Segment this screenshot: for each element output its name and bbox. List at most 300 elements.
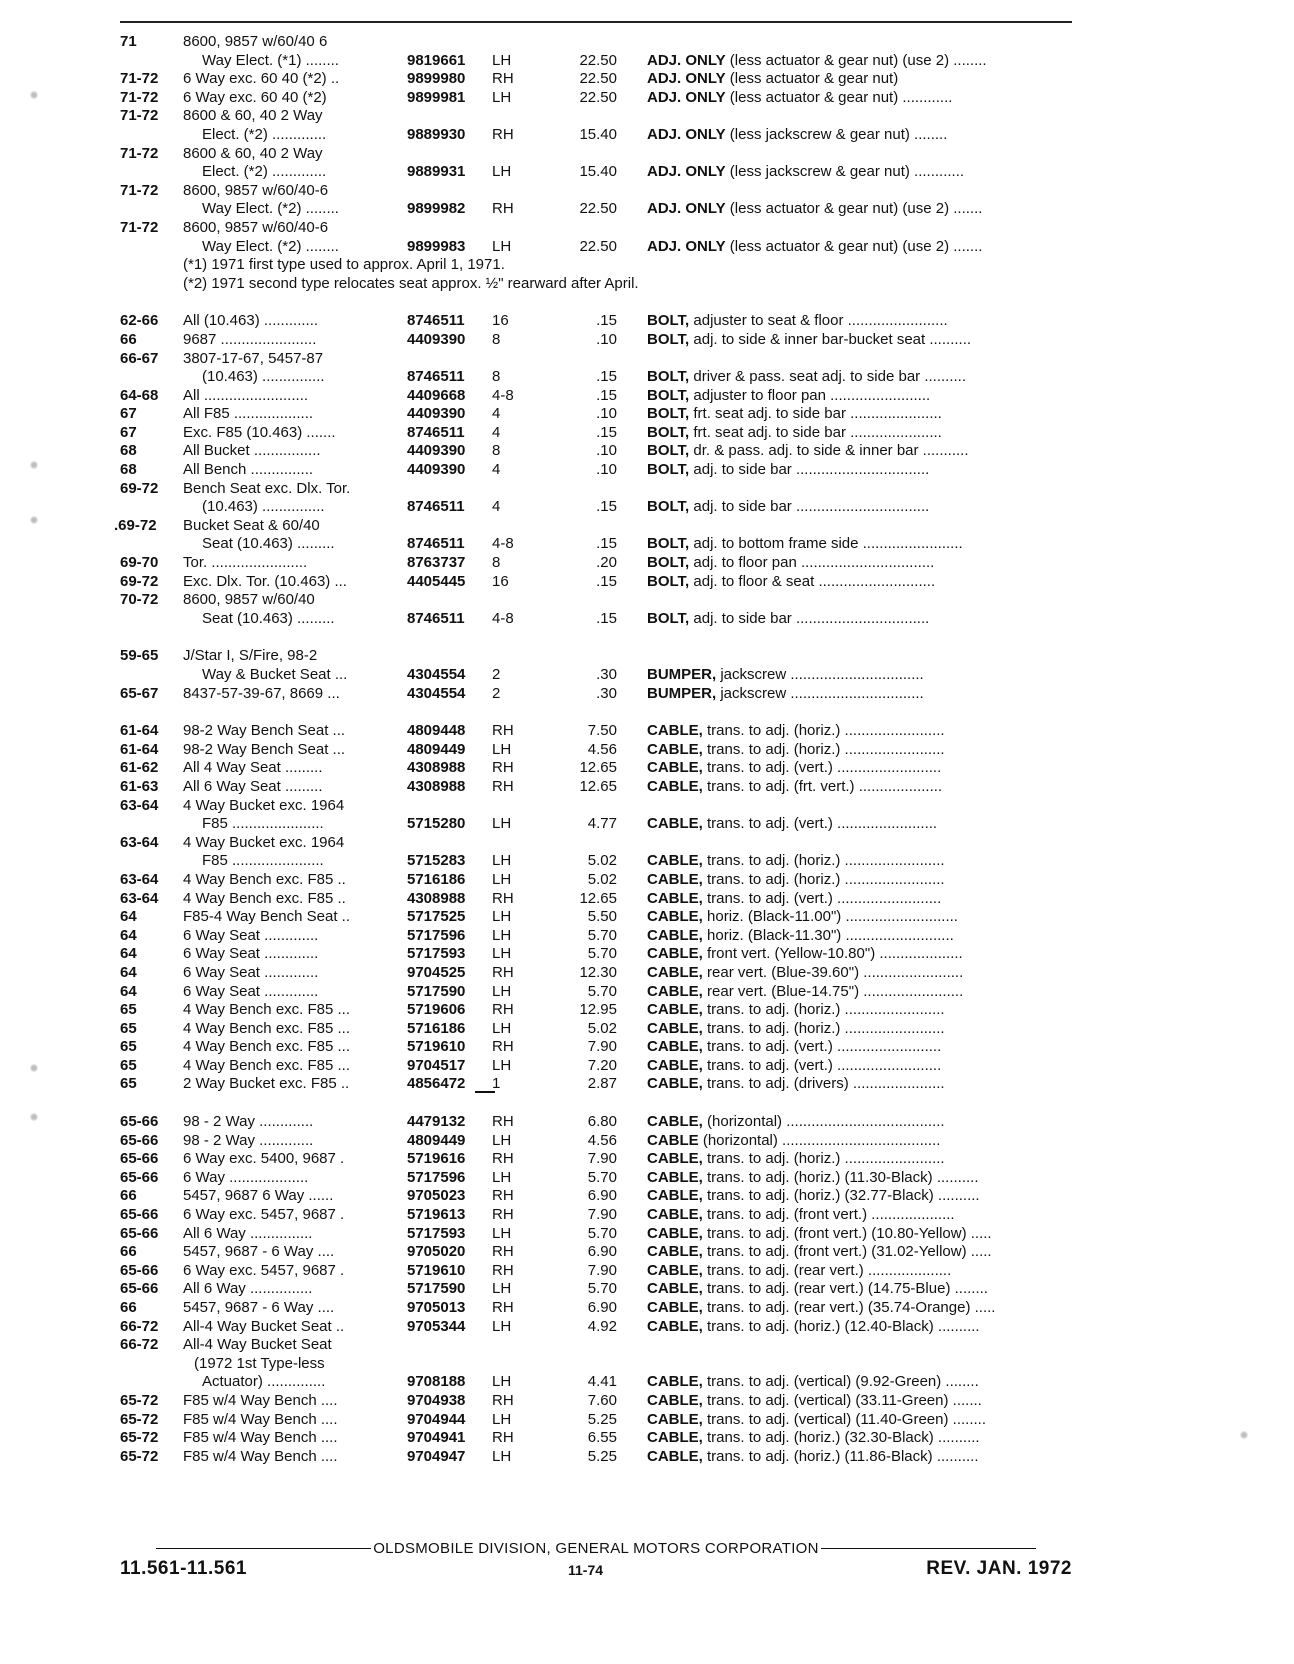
part-name (647, 312, 1072, 331)
part-name-keyword: CABLE, (647, 759, 703, 777)
part-name-keyword: CABLE, (647, 1224, 703, 1242)
quantity: LH (492, 945, 512, 963)
price: 5.70 (587, 926, 617, 944)
price: 6.55 (587, 1429, 617, 1447)
part-number: 9889930 (407, 125, 466, 143)
part-name-detail: (less actuator & gear nut) (725, 70, 899, 88)
part-number: 4479132 (407, 1113, 466, 1131)
table-row (120, 1280, 1072, 1299)
part-number: 4809448 (407, 722, 466, 740)
part-name (647, 666, 1072, 685)
part-name-detail: (less actuator & gear nut) (use 2) ....... (725, 237, 983, 255)
part-number: 9704947 (407, 1447, 466, 1465)
part-name-keyword: ADJ. ONLY (647, 163, 726, 181)
quantity: 16 (492, 312, 509, 330)
table-row (120, 591, 1072, 610)
model-description: 4 Way Bench exc. F85 .. (183, 889, 346, 907)
part-name-detail: front vert. (Yellow-10.80") .................... (702, 945, 963, 963)
part-name (647, 331, 1072, 350)
part-name-keyword: CABLE (647, 1131, 699, 1149)
part-name-keyword: CABLE, (647, 1168, 703, 1186)
part-name (647, 685, 1072, 704)
part-name (647, 1113, 1072, 1132)
part-name (647, 1057, 1072, 1076)
model-year: 68 (120, 442, 137, 460)
part-name-detail: trans. to adj. (horiz.) (11.86-Black) .......... (702, 1447, 979, 1465)
part-name-keyword: CABLE, (647, 1113, 703, 1131)
part-name-detail: trans. to adj. (vert.) ......................... (702, 889, 942, 907)
table-row (120, 1206, 1072, 1225)
part-name-detail: dr. & pass. adj. to side & inner bar ........... (689, 442, 969, 460)
part-name-keyword: CABLE, (647, 1447, 703, 1465)
part-number: 5719606 (407, 1001, 466, 1019)
model-year: 66 (120, 330, 137, 348)
part-name (647, 722, 1072, 741)
part-number: 5719610 (407, 1038, 466, 1056)
part-name (647, 573, 1072, 592)
parts-catalog-table (114, 33, 1072, 1466)
quantity: 8 (492, 554, 501, 572)
model-year: 61-64 (120, 740, 159, 758)
part-name-detail: (less jackscrew & gear nut) ............ (725, 163, 965, 181)
price: .20 (596, 554, 617, 572)
price: 4.77 (587, 815, 617, 833)
row-gap (120, 703, 1072, 722)
price: 7.90 (587, 1038, 617, 1056)
part-name-detail: adj. to side bar ................................ (689, 609, 930, 627)
part-name-keyword: CABLE, (647, 777, 703, 795)
row-gap (120, 628, 1072, 647)
part-name (647, 70, 1072, 89)
part-number: 9819661 (407, 51, 466, 69)
model-description: 4 Way Bucket exc. 1964 (183, 796, 345, 814)
model-description: Exc. F85 (10.463) ....... (183, 423, 336, 441)
part-number: 4304554 (407, 666, 466, 683)
part-name-keyword: ADJ. ONLY (647, 51, 726, 69)
part-number: 5716186 (407, 870, 466, 888)
price: .15 (596, 572, 617, 590)
part-name-detail: adjuster to seat & floor ........................ (689, 312, 948, 330)
quantity: 16 (492, 572, 509, 590)
model-year: 69-72 (120, 479, 159, 497)
part-number: 5717525 (407, 908, 466, 926)
quantity: LH (492, 852, 512, 870)
model-description: 98 - 2 Way ............. (183, 1131, 314, 1149)
part-number: 5717590 (407, 982, 466, 1000)
part-number: 9704525 (407, 963, 466, 981)
part-number: 4409390 (407, 330, 466, 348)
part-name (647, 126, 1072, 145)
table-row (120, 1318, 1072, 1337)
model-year: .69-72 (114, 516, 157, 534)
model-year: 65-72 (120, 1410, 159, 1428)
model-year: 71-72 (120, 181, 159, 199)
model-year: 65 (120, 1019, 137, 1037)
model-year: 71 (120, 33, 137, 50)
quantity: LH (492, 51, 512, 69)
table-row (120, 852, 1072, 871)
part-name-keyword: CABLE, (647, 1261, 703, 1279)
model-year: 61-63 (120, 777, 159, 795)
part-name (647, 983, 1072, 1002)
model-description: 3807-17-67, 5457-87 (183, 349, 324, 367)
quantity: LH (492, 1168, 512, 1186)
part-name-keyword: CABLE, (647, 1075, 703, 1093)
part-name-keyword: CABLE, (647, 1150, 703, 1168)
table-row (120, 815, 1072, 834)
price: .15 (596, 368, 617, 386)
table-row (120, 554, 1072, 573)
model-year: 65 (120, 1001, 137, 1019)
part-name (647, 554, 1072, 573)
model-description: 6 Way Seat ............. (183, 945, 319, 963)
model-year: 63-64 (120, 870, 159, 888)
part-number: 5717593 (407, 1224, 466, 1242)
footer-rule-right (821, 1548, 1036, 1549)
table-row (120, 219, 1072, 238)
part-name-detail: trans. to adj. (horiz.) ........................ (702, 722, 945, 740)
part-name (647, 535, 1072, 554)
table-row (120, 126, 1072, 145)
quantity: RH (492, 1038, 514, 1056)
model-year: 71-72 (120, 144, 159, 162)
part-name-keyword: BUMPER, (647, 666, 717, 683)
table-row (120, 163, 1072, 182)
part-name-detail: trans. to adj. (vert.) ......................... (702, 1056, 942, 1074)
price: .10 (596, 442, 617, 460)
part-name-keyword: CABLE, (647, 1001, 703, 1019)
model-description: All ......................... (183, 386, 309, 404)
part-name-detail: trans. to adj. (front vert.) .................... (702, 1206, 955, 1224)
part-number: 9899980 (407, 70, 466, 88)
quantity: LH (492, 88, 512, 106)
part-name (647, 1429, 1072, 1448)
quantity: 4 (492, 461, 501, 479)
price: 6.90 (587, 1187, 617, 1205)
model-description: 8600, 9857 w/60/40-6 (183, 218, 329, 236)
quantity: RH (492, 722, 514, 740)
part-name-detail: adj. to side & inner bar-bucket seat .......... (689, 330, 972, 348)
quantity: 2 (492, 666, 501, 683)
model-year: 65-66 (120, 1131, 159, 1149)
model-description: F85 w/4 Way Bench .... (183, 1429, 338, 1447)
part-name-keyword: BOLT, (647, 535, 690, 553)
part-name-keyword: CABLE, (647, 1187, 703, 1205)
part-number: 4409390 (407, 442, 466, 460)
part-name (647, 163, 1072, 182)
quantity: LH (492, 740, 512, 758)
scan-speck (30, 90, 38, 100)
model-description: 6 Way Seat ............. (183, 982, 319, 1000)
part-name (647, 1411, 1072, 1430)
part-name-keyword: CABLE, (647, 1391, 703, 1409)
part-number: 4809449 (407, 1131, 466, 1149)
part-name (647, 1318, 1072, 1337)
model-year: 65-72 (120, 1429, 159, 1447)
table-row (120, 368, 1072, 387)
table-row (120, 685, 1072, 704)
footer-division: OLDSMOBILE DIVISION, GENERAL MOTORS CORPORATION (373, 1539, 819, 1557)
price: 5.25 (587, 1410, 617, 1428)
quantity: RH (492, 777, 514, 795)
part-number: 4409390 (407, 461, 466, 479)
model-description: Elect. (*2) ............. (202, 163, 327, 181)
model-description: Way Elect. (*2) ........ (202, 237, 339, 255)
quantity: RH (492, 1150, 514, 1168)
quantity: RH (492, 1187, 514, 1205)
quantity: LH (492, 1373, 512, 1391)
price: .15 (596, 386, 617, 404)
part-name-keyword: ADJ. ONLY (647, 200, 726, 218)
part-number: 9899981 (407, 88, 466, 106)
part-name (647, 442, 1072, 461)
table-row (120, 945, 1072, 964)
model-year: 65-66 (120, 1150, 159, 1168)
part-name-detail: trans. to adj. (horiz.) (32.77-Black) .......... (702, 1187, 980, 1205)
part-name-keyword: BOLT, (647, 423, 690, 441)
table-row (120, 52, 1072, 71)
model-description: 9687 ....................... (183, 330, 317, 348)
part-name-keyword: CABLE, (647, 1410, 703, 1428)
price: 2.87 (587, 1075, 617, 1093)
price: 7.50 (587, 722, 617, 740)
model-year: 69-70 (120, 554, 159, 572)
footnote-text: (*2) 1971 second type relocates seat approx. ½" rearward after April. (183, 274, 639, 292)
model-year: 63-64 (120, 833, 159, 851)
price: 12.95 (579, 1001, 617, 1019)
part-name-detail: trans. to adj. (front vert.) (31.02-Yellow) ..... (702, 1243, 992, 1261)
footnote-text: (*1) 1971 first type used to approx. April 1, 1971. (183, 256, 505, 274)
part-name-detail: trans. to adj. (horiz.) ........................ (702, 1150, 945, 1168)
part-number: 9705020 (407, 1243, 466, 1261)
table-row (120, 964, 1072, 983)
part-name-keyword: CABLE, (647, 982, 703, 1000)
part-name (647, 52, 1072, 71)
model-year: 65-72 (120, 1391, 159, 1409)
part-number: 5715283 (407, 852, 466, 870)
part-name (647, 368, 1072, 387)
part-name-detail: adj. to floor pan ................................ (689, 554, 935, 572)
part-name (647, 778, 1072, 797)
table-row (120, 1243, 1072, 1262)
part-name (647, 1373, 1072, 1392)
part-name-keyword: CABLE, (647, 1299, 703, 1316)
model-description: F85 w/4 Way Bench .... (183, 1391, 338, 1409)
price: 5.70 (587, 1168, 617, 1186)
part-name-keyword: BOLT, (647, 405, 690, 423)
part-name-detail: trans. to adj. (horiz.) ........................ (702, 852, 945, 870)
part-name-keyword: CABLE, (647, 815, 703, 833)
part-number: 5719616 (407, 1150, 466, 1168)
model-description: All Bench ............... (183, 461, 314, 479)
model-description: Seat (10.463) ......... (202, 535, 335, 553)
part-name-keyword: ADJ. ONLY (647, 237, 726, 255)
part-number: 5715280 (407, 815, 466, 833)
table-row (120, 1038, 1072, 1057)
table-row (120, 1411, 1072, 1430)
model-description: 4 Way Bench exc. F85 .. (183, 870, 346, 888)
part-name-keyword: CABLE, (647, 740, 703, 758)
price: 5.25 (587, 1447, 617, 1465)
quantity: LH (492, 1224, 512, 1242)
part-name-keyword: BOLT, (647, 461, 690, 479)
scan-speck (1240, 1430, 1248, 1440)
quantity: RH (492, 1001, 514, 1019)
part-name-keyword: CABLE, (647, 1280, 703, 1298)
table-row (120, 1187, 1072, 1206)
part-name-detail: frt. seat adj. to side bar ...................... (689, 423, 942, 441)
model-description: 8600, 9857 w/60/40-6 (183, 181, 329, 199)
part-number: 4405445 (407, 572, 466, 590)
part-name-keyword: CABLE, (647, 926, 703, 944)
table-row (120, 1020, 1072, 1039)
quantity: 4 (492, 405, 501, 423)
dash-mark (475, 1091, 495, 1093)
quantity: LH (492, 1280, 512, 1298)
quantity: 8 (492, 442, 501, 460)
part-number: 9704944 (407, 1410, 466, 1428)
part-number: 5717596 (407, 1168, 466, 1186)
part-name-detail: (less jackscrew & gear nut) ........ (725, 125, 948, 143)
table-row (120, 424, 1072, 443)
model-year: 69-72 (120, 572, 159, 590)
part-name-keyword: BOLT, (647, 572, 690, 590)
price: .30 (596, 666, 617, 683)
price: 7.20 (587, 1056, 617, 1074)
part-name (647, 1225, 1072, 1244)
part-name (647, 387, 1072, 406)
price: 12.65 (579, 889, 617, 907)
part-name (647, 759, 1072, 778)
part-number: 9704941 (407, 1429, 466, 1447)
model-description: F85 w/4 Way Bench .... (183, 1447, 338, 1465)
part-name-detail: (less actuator & gear nut) ............ (725, 88, 953, 106)
part-name-detail: trans. to adj. (vertical) (9.92-Green) ........ (702, 1373, 979, 1391)
model-description: 98 - 2 Way ............. (183, 1113, 314, 1131)
part-name-detail: trans. to adj. (horiz.) ........................ (702, 870, 945, 888)
table-row (120, 1355, 1072, 1374)
price: 22.50 (579, 237, 617, 255)
scan-speck (30, 460, 38, 470)
part-name-keyword: CABLE, (647, 722, 703, 740)
table-row (120, 573, 1072, 592)
model-description: All-4 Way Bucket Seat (183, 1336, 332, 1354)
part-number: 5716186 (407, 1019, 466, 1037)
footer-division-line (120, 1539, 1072, 1557)
model-description: All 6 Way Seat ......... (183, 777, 323, 795)
part-number: 5717590 (407, 1280, 466, 1298)
table-row (120, 1429, 1072, 1448)
model-year: 64 (120, 982, 137, 1000)
part-name-keyword: CABLE, (647, 1206, 703, 1224)
model-year: 66 (120, 1243, 137, 1261)
table-row (120, 1392, 1072, 1411)
model-year: 65 (120, 1075, 137, 1093)
table-row (120, 778, 1072, 797)
quantity: RH (492, 1206, 514, 1224)
table-row (120, 983, 1072, 1002)
model-description: 4 Way Bench exc. F85 ... (183, 1038, 351, 1056)
table-row (120, 1132, 1072, 1151)
part-number: 4856472 (407, 1075, 466, 1093)
table-row (120, 33, 1072, 52)
model-description: 4 Way Bench exc. F85 ... (183, 1019, 351, 1037)
model-description: 2 Way Bucket exc. F85 .. (183, 1075, 350, 1093)
model-year: 62-66 (120, 312, 159, 330)
model-year: 65-72 (120, 1447, 159, 1465)
part-name-detail: adjuster to floor pan ........................ (689, 386, 931, 404)
model-description: 4 Way Bench exc. F85 ... (183, 1056, 351, 1074)
footer-section-number: 11.561-11.561 (120, 1558, 247, 1579)
quantity: RH (492, 1243, 514, 1261)
model-description: All F85 ................... (183, 405, 314, 423)
model-year: 65-67 (120, 684, 159, 702)
part-name-keyword: ADJ. ONLY (647, 70, 726, 88)
part-name-detail: trans. to adj. (horiz.) (32.30-Black) .......... (702, 1429, 980, 1447)
price: 5.50 (587, 908, 617, 926)
price: 22.50 (579, 51, 617, 69)
model-description: 98-2 Way Bench Seat ... (183, 740, 346, 758)
model-description: 5457, 9687 6 Way ...... (183, 1187, 334, 1205)
table-row (120, 182, 1072, 201)
part-name (647, 610, 1072, 629)
part-number: 5717593 (407, 945, 466, 963)
quantity: RH (492, 1261, 514, 1279)
price: 22.50 (579, 200, 617, 218)
quantity: 8 (492, 368, 501, 386)
part-name (647, 1038, 1072, 1057)
table-row (120, 387, 1072, 406)
price: 4.56 (587, 1131, 617, 1149)
model-description: All 6 Way ............... (183, 1280, 313, 1298)
table-row (120, 927, 1072, 946)
model-year: 66 (120, 1299, 137, 1316)
quantity: LH (492, 870, 512, 888)
part-name-detail: rear vert. (Blue-39.60") ........................ (702, 963, 964, 981)
part-number: 8763737 (407, 554, 466, 572)
part-name (647, 871, 1072, 890)
part-name-keyword: BOLT, (647, 386, 690, 404)
model-year: 65-66 (120, 1113, 159, 1131)
model-description: Way & Bucket Seat ... (202, 666, 348, 683)
model-year: 61-62 (120, 759, 159, 777)
part-name-detail: trans. to adj. (horiz.) (12.40-Black) .......... (702, 1317, 980, 1335)
model-description: Way Elect. (*2) ........ (202, 200, 339, 218)
quantity: 4-8 (492, 386, 514, 404)
part-name-detail: trans. to adj. (rear vert.) (35.74-Orange) ..... (702, 1299, 996, 1316)
part-number: 9899983 (407, 237, 466, 255)
part-name-detail: driver & pass. seat adj. to side bar .......... (689, 368, 967, 386)
part-name-detail: trans. to adj. (vert.) ......................... (702, 1038, 942, 1056)
part-number: 5719610 (407, 1261, 466, 1279)
quantity: RH (492, 1391, 514, 1409)
model-year: 65 (120, 1056, 137, 1074)
model-description: 4 Way Bench exc. F85 ... (183, 1001, 351, 1019)
model-description: 98-2 Way Bench Seat ... (183, 722, 346, 740)
part-name-detail: adj. to floor & seat ............................ (689, 572, 936, 590)
price: 5.70 (587, 1280, 617, 1298)
part-name-keyword: CABLE, (647, 889, 703, 907)
table-row (120, 834, 1072, 853)
table-row (114, 516, 1072, 536)
part-number: 4409668 (407, 386, 466, 404)
part-name (647, 238, 1072, 257)
part-name-detail: horiz. (Black-11.30") .......................... (702, 926, 954, 944)
price: .15 (596, 498, 617, 516)
part-name-keyword: BOLT, (647, 312, 690, 330)
model-year: 65-66 (120, 1261, 159, 1279)
model-description: 8600 & 60, 40 2 Way (183, 144, 323, 162)
